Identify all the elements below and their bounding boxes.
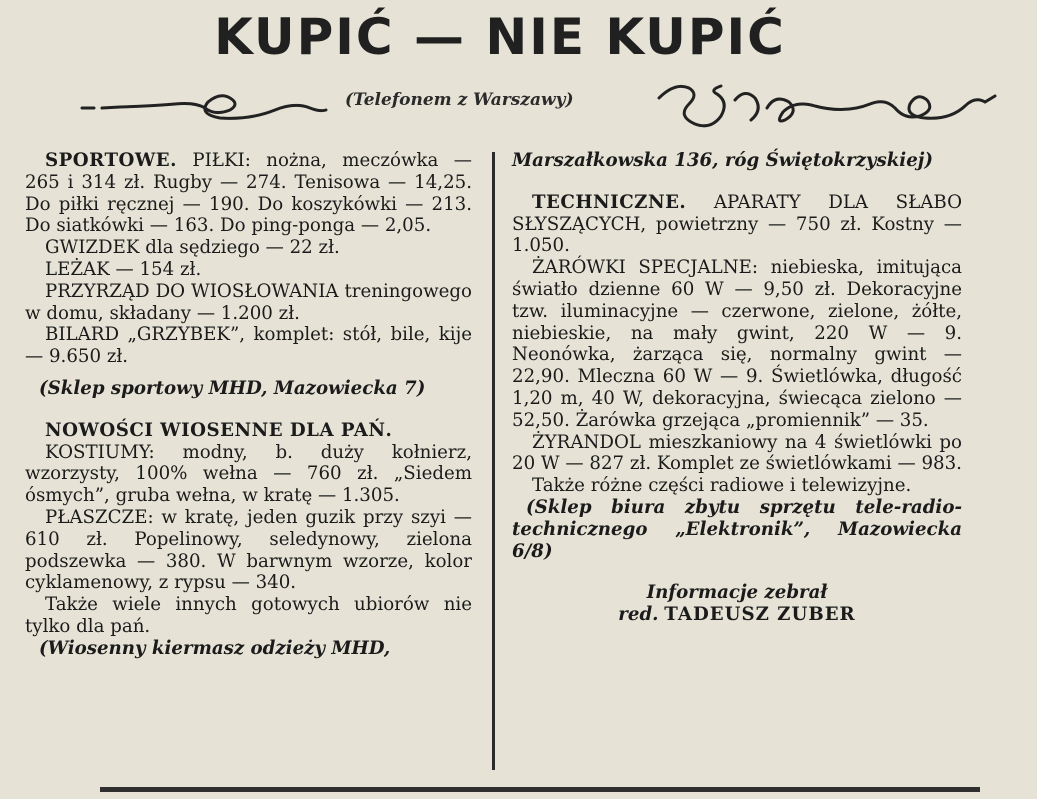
gwizdek-item: GWIZDEK dla sędziego — 22 zł. bbox=[45, 237, 340, 259]
source-kiermasz-continued: Marszałkowska 136, róg Świętokrzyskiej) bbox=[512, 150, 933, 171]
byline-telefonem: (Telefonem z Warszawy) bbox=[345, 90, 574, 110]
aparaty-text: APARATY DLA SŁABO SŁYSZĄCYCH, powietrzny — 750 zł. Kostny — 1.050. bbox=[512, 191, 962, 257]
signature-info: Informacje zebrał bbox=[646, 582, 828, 604]
right-squiggle-ornament bbox=[655, 76, 1000, 134]
takze-item: Także wiele innych gotowych ubiorów nie tylko dla pań. bbox=[25, 594, 472, 637]
source-kiermasz: (Wiosenny kiermasz odzieży MHD, bbox=[39, 637, 391, 659]
left-column bbox=[25, 150, 472, 660]
czesci-item: Także różne części radiowe i telewizyjne. bbox=[532, 475, 912, 497]
lezak-item: LEŻAK — 154 zł. bbox=[45, 258, 202, 280]
pilki-text: PIŁKI: nożna, meczówka — 265 i 314 zł. Rugby — 274. Tenisowa — 14,25. Do piłki ręcznej — 190. Do koszykówki — 213. Do siatkówki — 163. Do ping-ponga — 2,05. bbox=[25, 150, 472, 237]
byline-row bbox=[0, 76, 1037, 134]
right-column bbox=[512, 150, 962, 626]
left-squiggle-ornament bbox=[80, 80, 330, 130]
plaszcze-item: PŁASZCZE: w kratę, jeden guzik przy szyi — 610 zł. Popelinowy, seledynowy, zielona podszewka — 380. W barwnym wzorze, kolor cyklamenowy, z rypsu — 340. bbox=[25, 506, 472, 594]
kostiumy-item: KOSTIUMY: modny, b. duży kołnierz, wzorzysty, 100% wełna — 760 zł. „Siedem ósmych”, gruba wełna, w kratę — 1.305. bbox=[25, 441, 472, 507]
techniczne-heading: TECHNICZNE. bbox=[532, 191, 687, 213]
techniczne-paragraph bbox=[512, 192, 962, 257]
zarowki-item: ŻARÓWKI SPECJALNE: niebieska, imitująca światło dzienne 60 W — 9,50 zł. Dekoracyjne tzw. iluminacyjne — czerwone, zielone, żółte, niebieskie, na mały gwint, 220 W — 9. Neonówka, żarząca się, normalny gwint — 22,90. Mleczna 60 W — 9. Świetlówka, długość 1,20 m, 40 W, dekoracyjna, świecąca zielono — 52,50. Żarówka grzejąca „promiennik” — 35. bbox=[512, 257, 962, 431]
source-elektronik: (Sklep biura zbytu sprzętu tele-radio-technicznego „Elektronik”, Mazowiecka 6/8) bbox=[512, 496, 962, 562]
bottom-rule bbox=[100, 787, 980, 792]
nowosci-heading: NOWOŚCI WIOSENNE DLA PAŃ. bbox=[45, 419, 393, 441]
bilard-item: BILARD „GRZYBEK”, komplet: stół, bile, kije — 9.650 zł. bbox=[25, 324, 472, 368]
source-sport-shop: (Sklep sportowy MHD, Mazowiecka 7) bbox=[39, 377, 426, 399]
signature-red: red. bbox=[618, 604, 659, 626]
przyrzad-item: PRZYRZĄD DO WIOSŁOWANIA treningowego w domu, składany — 1.200 zł. bbox=[25, 280, 472, 324]
zyrandol-item: ŻYRANDOL mieszkaniowy na 4 świetlówki po 20 W — 827 zł. Komplet ze świetlówkami — 983. bbox=[512, 431, 962, 475]
sport-paragraph bbox=[25, 150, 472, 237]
sport-heading: SPORTOWE. bbox=[45, 150, 177, 171]
column-divider bbox=[492, 152, 495, 770]
signature-author-line bbox=[512, 604, 962, 626]
signature-author: TADEUSZ ZUBER bbox=[664, 604, 856, 626]
article-title: KUPIĆ — NIE KUPIĆ bbox=[214, 8, 786, 66]
